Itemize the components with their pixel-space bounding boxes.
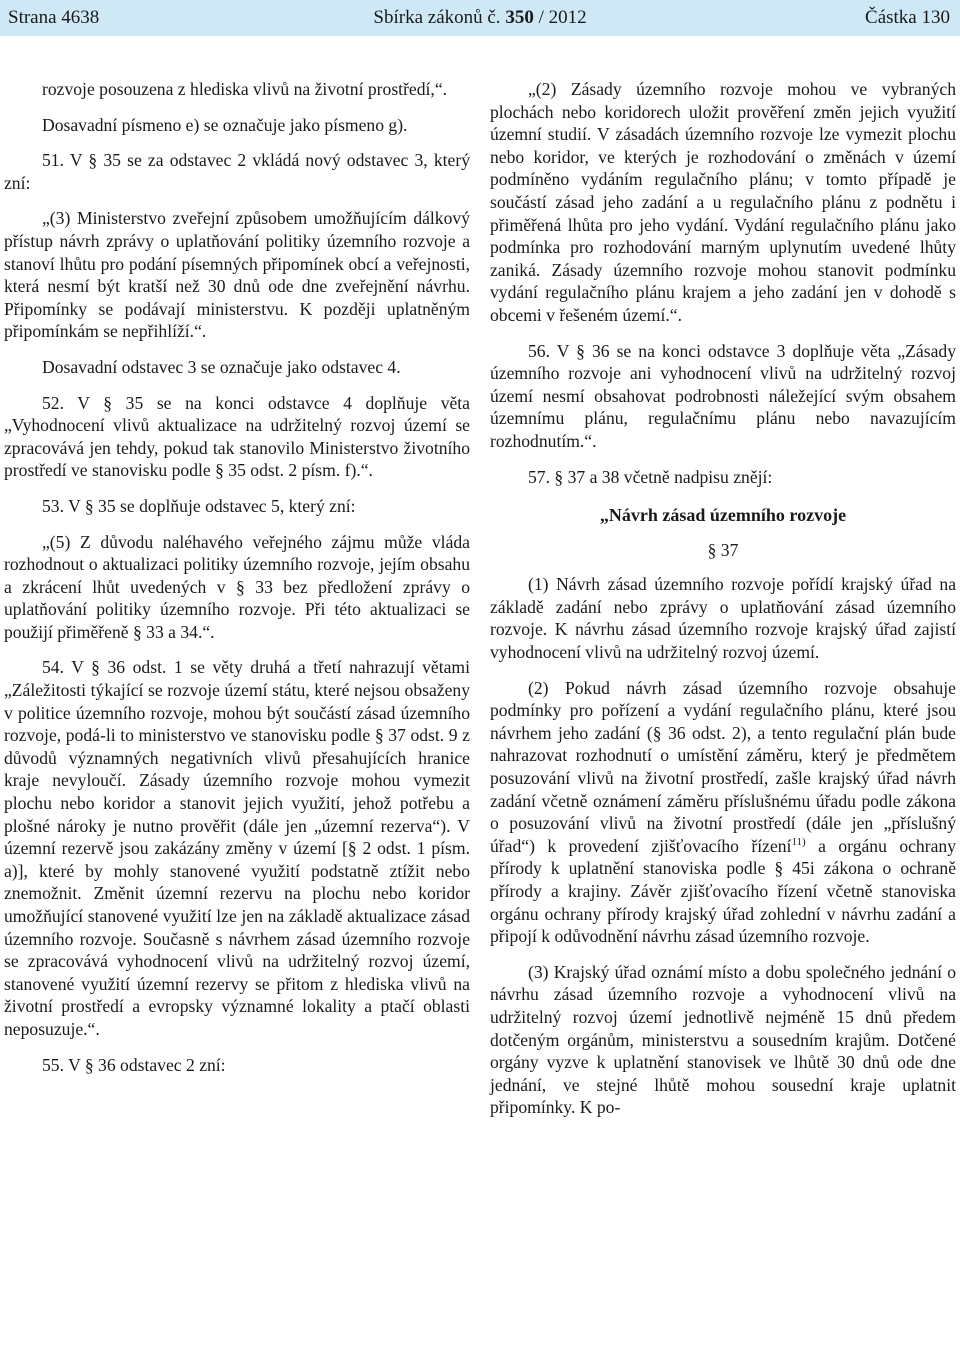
text-paragraph: Dosavadní písmeno e) se označuje jako písmeno g). <box>42 114 408 135</box>
text-paragraph: (1) Návrh zásad územního rozvoje pořídí krajský úřad na základě zadání nebo zprávy o uplatňování zásad územního rozvoje. K návrhu zásad územního rozvoje krajský úřad zajistí vyhodnocení vlivů na udržitelný rozvoj území. <box>490 574 956 663</box>
text-paragraph: Dosavadní odstavec 3 se označuje jako odstavec 4. <box>42 356 401 377</box>
paragraph-sign: § 37 <box>707 539 739 560</box>
section-heading: „Návrh zásad územního rozvoje <box>599 505 847 526</box>
text-paragraph: 57. § 37 a 38 včetně nadpisu znějí: <box>528 466 773 487</box>
text-paragraph: 55. V § 36 odstavec 2 zní: <box>42 1054 226 1075</box>
text-paragraph: 56. V § 36 se na konci odstavce 3 doplňuje věta „Zásady územního rozvoje ani vyhodnocení vlivů na udržitelný rozvoj území nesmí obsahovat podrobnosti náležející svým obsahem územnímu plánu, regulačnímu plánu nebo navazujícím rozhodnutím.“. <box>490 340 956 451</box>
right-column <box>490 78 956 1132</box>
text-paragraph: „(3) Ministerstvo zveřejní způsobem umožňujícím dálkový přístup návrh zprávy o uplatňování politiky územního rozvoje a stanoví lhůtu pro podání písemných připomínek obcí a veřejnosti, která nesmí být kratší než 30 dnů ode dne zveřejnění návrhu. Připomínky se podávají ministerstvu. K později uplatněným připomínkám se nepřihlíží.“. <box>4 208 470 342</box>
issue-part: Částka 130 <box>865 7 950 28</box>
footnote-reference: 11) <box>791 835 806 848</box>
left-column <box>4 78 470 1089</box>
text-paragraph: „(5) Z důvodu naléhavého veřejného zájmu může vláda rozhodnout o aktualizaci politiky územního rozvoje, jejím obsahu a zkrácení lhůt uvedených v § 33 bez předložení zprávy o uplatňování politiky územního rozvoje. Při této aktualizaci se použijí přiměřeně § 33 a 34.“. <box>4 531 470 642</box>
text-paragraph: (3) Krajský úřad oznámí místo a dobu společného jednání o návrhu zásad územního rozvoje a vyhodnocení vlivů na udržitelný rozvoj území jednotlivě nejméně 15 dnů předem dotčeným orgánům, ministerstvu a sousedním krajům. Dotčené orgány vyzve k uplatnění stanovisek ve lhůtě 30 dnů ode dne jednání, ve stejné lhůtě mohou sousední kraje uplatnit připomínky. K po- <box>490 961 956 1118</box>
text-paragraph: 54. V § 36 odst. 1 se věty druhá a třetí nahrazují větami „Záležitosti týkající se rozvoje území státu, které nejsou obsaženy v politice územního rozvoje, mohou být součástí zásad územního rozvoje, podá-li to ministerstvo ve stanovisku podle § 37 odst. 9 z důvodů významných negativních vlivů přesahujících hranice kraje nevyloučí. Zásady územního rozvoje mohou vymezit plochu nebo koridor a stanovit jejich využití, jehož potřebu a plošné nároky je nutno prověřit (dále jen „územní rezerva“). V územní rezervě jsou zakázány změny v území [§ 2 odst. 1 písm. a)], které by mohly stanovené využití podstatně ztížit nebo znemožnit. Změnit územní rezervu na plochu nebo koridor umožňující stanovené využití lze jen na základě aktualizace zásad územního rozvoje. Současně s návrhem zásad územního rozvoje se zpracovává vyhodnocení vlivů na udržitelný rozvoj území, stanovené využití územní rezervy se přitom z hlediska vlivů na životní prostředí a evropsky významné lokality a ptačí oblasti neposuzuje.“. <box>4 657 470 1039</box>
text-paragraph: 53. V § 35 se doplňuje odstavec 5, který zní: <box>42 495 356 516</box>
text-paragraph: „(2) Zásady územního rozvoje mohou ve vybraných plochách nebo koridorech uložit prověření změn jejich využití územní studií. V zásadách územního rozvoje lze vymezit plochu nebo koridor, ve kterých je rozhodování o změnách v území podmíněno vydáním regulačního plánu; v tomto případě je součástí zásad jeho zadání a u regulačního plánu z podnětu i přiměřená lhůta pro jeho vydání. Vydání regulačního plánu jako podmínka pro rozhodování marným uplynutím uvedené lhůty zaniká. Zásady územního rozvoje mohou stanovit podmínku vydání regulačního plánu krajem a jeho zadání jen v dohodě s obcemi v řešeném území.“. <box>490 79 956 325</box>
page-header <box>0 0 960 36</box>
page-number: Strana 4638 <box>8 7 100 28</box>
text-paragraph: (2) Pokud návrh zásad územního rozvoje obsahuje podmínky pro pořízení a vydání regulačního plánu, které jsou návrhem jeho zadání (§ 36 odst. 2), a tento regulační plán bude nahrazovat rozhodnutí o umístění záměru, který je předmětem posuzování vlivů na životní prostředí, zašle krajský úřad návrh zadání včetně oznámení záměru příslušnému úřadu podle zákona o posuzování vlivů na životní prostředí (dále jen „příslušný úřad“) k provedení zjišťovacího řízení$^{11)}$ a orgánu ochrany přírody k uplatnění stanoviska podle § 45i zákona o ochraně přírody a krajiny. Závěr zjišťovacího řízení včetně stanoviska orgánu ochrany přírody krajský úřad zohlední v návrhu zadání a připojí k odůvodnění návrhu zásad územního rozvoje. <box>490 677 956 947</box>
text-paragraph: rozvoje posouzena z hlediska vlivů na životní prostředí,“. <box>42 79 448 99</box>
text-paragraph: 52. V § 35 se na konci odstavce 4 doplňuje věta „Vyhodnocení vlivů aktualizace na udržitelný rozvoj území se zpracovává jen tehdy, pokud tak stanovilo Ministerstvo životního prostředí ve stanovisku podle § 35 odst. 2 písm. f).“. <box>4 392 470 481</box>
text-paragraph: 51. V § 35 se za odstavec 2 vkládá nový odstavec 3, který zní: <box>4 150 470 193</box>
collection-title: Sbírka zákonů č. 350 / 2012 <box>373 7 587 28</box>
